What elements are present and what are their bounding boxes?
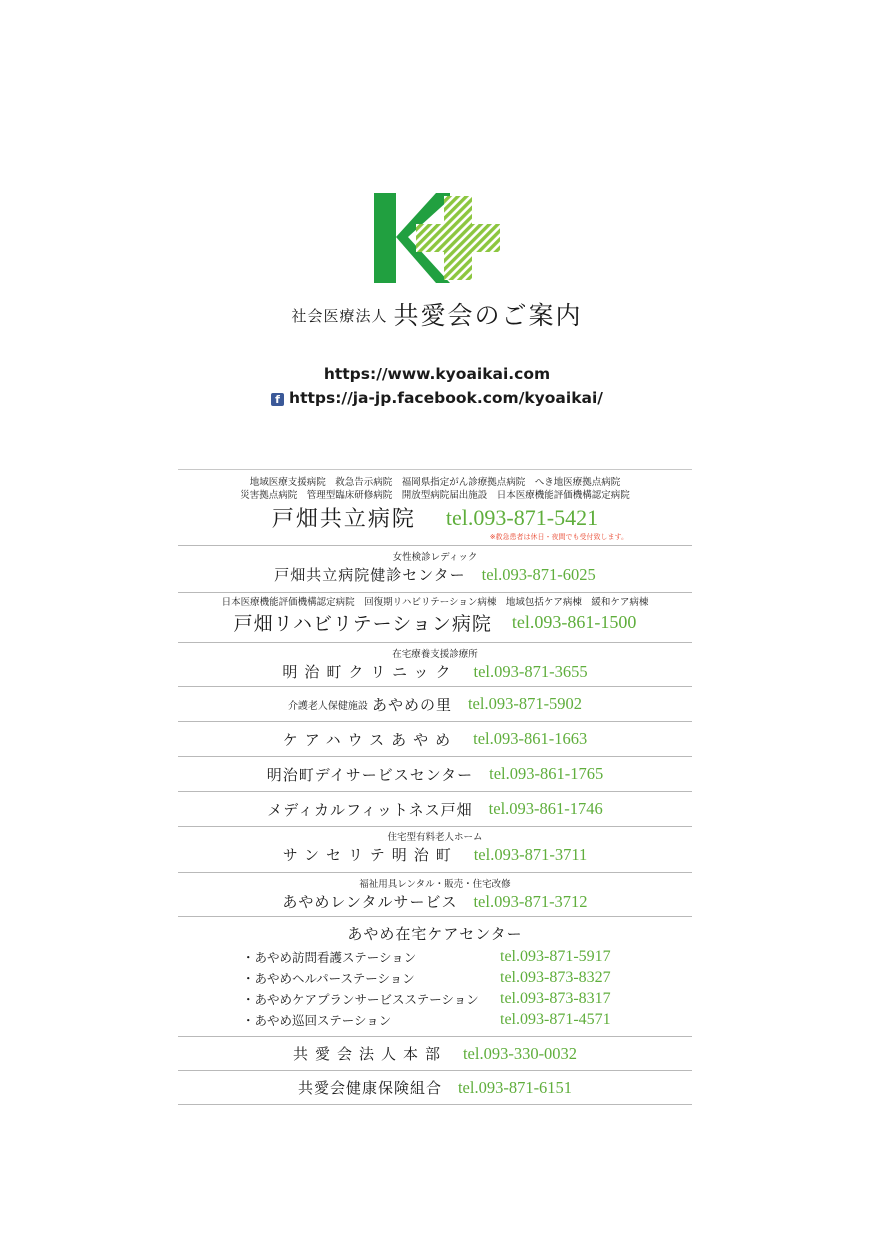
checkup-tel[interactable]: tel.093-871-6025 xyxy=(481,564,596,584)
hospital-emergency-note: ※救急患者は休日・夜間でも受付致します。 xyxy=(489,533,628,541)
kyoaikai-logo xyxy=(374,193,500,283)
rental-tel[interactable]: tel.093-871-3712 xyxy=(473,891,588,911)
website-link[interactable]: https://www.kyoaikai.com xyxy=(323,365,551,383)
rehab-designations: 日本医療機能評価機構認定病院 回復期リハビリテーション病棟 地域包括ケア病棟 緩和ケア病棟 xyxy=(221,597,649,608)
tagline-title: 共愛会のご案内 xyxy=(393,301,583,330)
meiji-clinic xyxy=(178,643,692,687)
home-care-item-name: ・あやめ巡回ステーション xyxy=(242,1012,392,1028)
home-care-item xyxy=(178,988,692,1009)
fitness-name: メディカルフィットネス戸畑 xyxy=(267,800,473,819)
fitness-tel[interactable]: tel.093-861-1746 xyxy=(488,799,603,818)
facebook-link-row[interactable] xyxy=(0,389,874,407)
tagline xyxy=(0,296,874,332)
home-care-item-tel[interactable]: tel.093-873-8327 xyxy=(500,968,611,986)
tagline-org-type: 社会医療法人 xyxy=(291,307,388,325)
home-care-item-tel[interactable]: tel.093-873-8317 xyxy=(500,989,611,1007)
checkup-center xyxy=(178,546,692,593)
hospital-tel[interactable]: tel.093-871-5421 xyxy=(445,504,599,530)
care-house-ayame xyxy=(178,722,692,757)
day-service-tel[interactable]: tel.093-861-1765 xyxy=(489,764,604,783)
home-care-item-tel[interactable]: tel.093-871-4571 xyxy=(500,1010,611,1028)
home-care-item-tel[interactable]: tel.093-871-5917 xyxy=(500,947,611,965)
home-care-item-name: ・あやめ訪問看護ステーション xyxy=(242,949,417,965)
facebook-link[interactable]: https://ja-jp.facebook.com/kyoaikai/ xyxy=(289,389,603,407)
hq-name: 共愛会法人本部 xyxy=(292,1045,447,1063)
rental-name: あやめレンタルサービス xyxy=(282,893,458,911)
sunserite-tel[interactable]: tel.093-871-3711 xyxy=(473,844,588,864)
rehab-name: 戸畑リハビリテーション病院 xyxy=(233,613,492,635)
sunserite-meiji xyxy=(178,827,692,873)
rehab-hospital xyxy=(178,593,692,643)
insurance-tel[interactable]: tel.093-871-6151 xyxy=(457,1077,573,1097)
rehab-tel[interactable]: tel.093-861-1500 xyxy=(511,612,637,632)
ayame-sato-tel[interactable]: tel.093-871-5902 xyxy=(467,694,583,713)
home-care-center xyxy=(178,917,692,1037)
hospital-designations-1: 地域医療支援病院 救急告示病院 福岡県指定がん診療拠点病院 へき地医療拠点病院 xyxy=(249,477,621,488)
ayame-sato-name: あやめの里 xyxy=(371,695,452,714)
ayame-rental xyxy=(178,873,692,917)
home-care-item-name: ・あやめヘルパーステーション xyxy=(242,970,415,986)
hospital-name: 戸畑共立病院 xyxy=(271,507,416,532)
facebook-icon: f xyxy=(271,393,284,406)
home-care-title: あやめ在宅ケアセンター xyxy=(347,925,523,943)
tobata-kyoritsu-hospital xyxy=(178,469,692,546)
facility-directory xyxy=(178,469,692,1105)
checkup-sub: 女性検診レディック xyxy=(392,552,478,563)
home-care-item-name: ・あやめケアプランサービスステーション xyxy=(242,991,479,1007)
clinic-sub: 在宅療養支援診療所 xyxy=(392,649,478,660)
medical-fitness xyxy=(178,792,692,827)
home-care-item xyxy=(178,946,692,967)
home-care-item xyxy=(178,967,692,988)
sunserite-name: サンセリテ明治町 xyxy=(282,846,458,864)
insurance-name: 共愛会健康保険組合 xyxy=(297,1079,442,1097)
ayame-no-sato xyxy=(178,687,692,722)
health-insurance-union xyxy=(178,1071,692,1105)
care-house-name: ケアハウスあやめ xyxy=(282,730,458,749)
care-house-tel[interactable]: tel.093-861-1663 xyxy=(473,729,588,748)
clinic-tel[interactable]: tel.093-871-3655 xyxy=(473,661,588,681)
sunserite-sub: 住宅型有料老人ホーム xyxy=(387,832,483,843)
rental-sub: 福祉用具レンタル・販売・住宅改修 xyxy=(359,879,511,890)
day-service-name: 明治町デイサービスセンター xyxy=(266,765,474,784)
ayame-sato-prefix: 介護老人保健施設 xyxy=(287,700,368,712)
home-care-item xyxy=(178,1009,692,1030)
hospital-designations-2: 災害拠点病院 管理型臨床研修病院 開放型病院届出施設 日本医療機能評価機構認定病院 xyxy=(240,490,630,501)
hq-tel[interactable]: tel.093-330-0032 xyxy=(462,1043,578,1063)
clinic-name: 明治町クリニック xyxy=(282,663,458,681)
checkup-name: 戸畑共立病院健診センター xyxy=(274,566,466,584)
corporate-headquarters xyxy=(178,1037,692,1071)
day-service-center xyxy=(178,757,692,792)
